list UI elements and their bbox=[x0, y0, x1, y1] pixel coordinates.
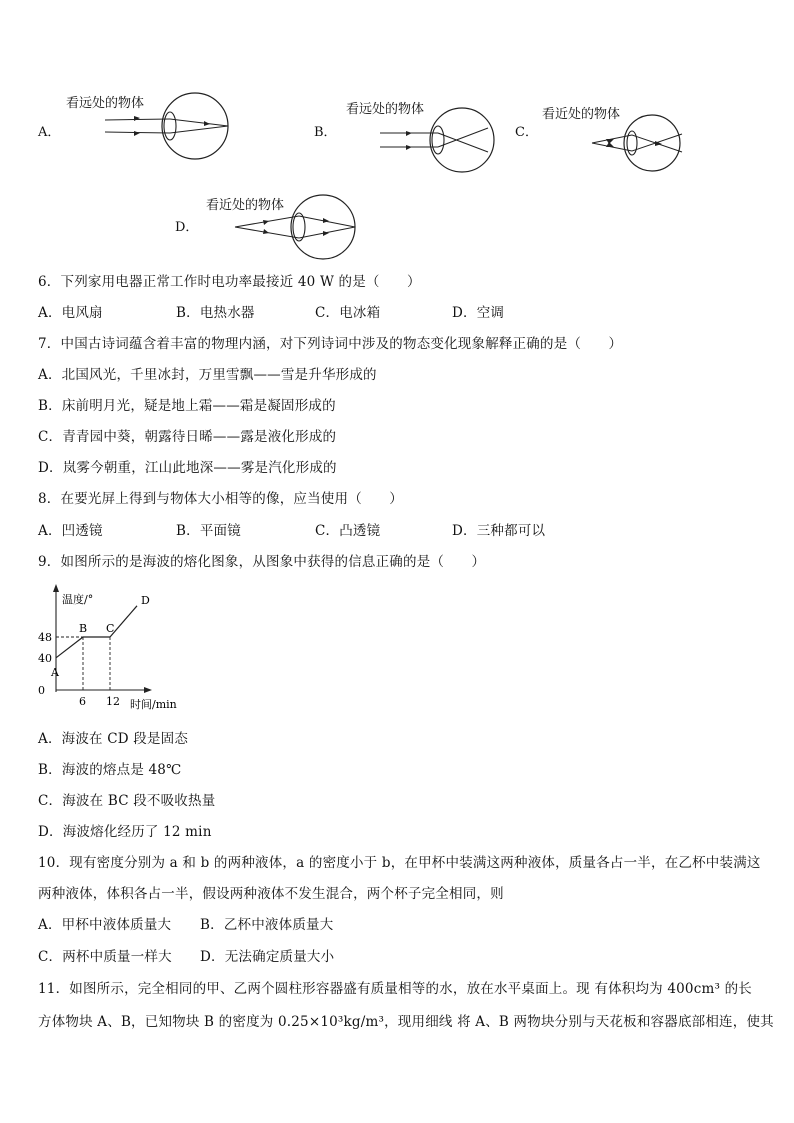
q8-option-b: B．平面镜 bbox=[176, 523, 241, 539]
q9-stem: 9．如图所示的是海波的熔化图象，从图象中获得的信息正确的是（ ） bbox=[38, 554, 486, 570]
q6-option-c: C．电冰箱 bbox=[315, 305, 381, 321]
q9-option-d: D．海波熔化经历了 12 min bbox=[38, 824, 212, 840]
q11-line-2: 方体物块 A、B，已知物块 B 的密度为 0.25×10³kg/m³，现用细线 将 A、B 两物块分别与天花板和容器底部相连，使其 bbox=[38, 1014, 774, 1030]
y-axis-label: 温度/° bbox=[62, 593, 94, 606]
x-tick-12: 12 bbox=[106, 695, 120, 708]
point-label-a: A bbox=[51, 665, 59, 679]
option-c-label: C． bbox=[515, 125, 538, 140]
q7-option-d: D．岚雾今朝重，江山此地深——雾是汽化形成的 bbox=[38, 460, 337, 476]
q8-stem: 8．在要光屏上得到与物体大小相等的像，应当使用（ ） bbox=[38, 491, 403, 507]
x-axis-arrow bbox=[144, 687, 152, 693]
q6-option-b: B．电热水器 bbox=[176, 305, 255, 321]
y-tick-0: 0 bbox=[38, 684, 45, 697]
q11-line-1: 11．如图所示，完全相同的甲、乙两个圆柱形容器盛有质量相等的水，放在水平桌面上。现 有体积均为 400cm³ 的长 bbox=[38, 981, 752, 997]
option-a-label: A． bbox=[38, 125, 61, 140]
option-b-label: B． bbox=[314, 125, 337, 140]
option-b-caption: 看远处的物体 bbox=[346, 102, 425, 117]
q10-option-c: C．两杯中质量一样大 bbox=[38, 949, 172, 965]
q10-line-1: 10．现有密度分别为 a 和 b 的两种液体，a 的密度小于 b，在甲杯中装满这两种液体，质量各占一半，在乙杯中装满这 bbox=[38, 855, 761, 871]
y-tick-48: 48 bbox=[38, 631, 52, 644]
option-a-caption: 看远处的物体 bbox=[66, 96, 145, 111]
y-axis-arrow bbox=[53, 584, 59, 592]
q7-option-b: B．床前明月光，疑是地上霜——霜是凝固形成的 bbox=[38, 398, 336, 414]
q10-option-d: D．无法确定质量大小 bbox=[200, 949, 335, 965]
y-tick-40: 40 bbox=[38, 651, 52, 665]
curve-segment-ab bbox=[56, 637, 83, 658]
x-axis-label: 时间/min bbox=[130, 698, 177, 711]
option-d-caption: 看近处的物体 bbox=[206, 198, 285, 213]
q7-option-a: A．北国风光，千里冰封，万里雪飘——雪是升华形成的 bbox=[38, 367, 377, 383]
point-label-d: D bbox=[141, 593, 150, 607]
option-d-label: D． bbox=[175, 220, 199, 235]
q8-option-c: C．凸透镜 bbox=[315, 523, 381, 539]
option-c-caption: 看近处的物体 bbox=[542, 107, 621, 122]
q8-option-d: D．三种都可以 bbox=[452, 523, 546, 539]
q9-option-a: A．海波在 CD 段是固态 bbox=[38, 731, 189, 747]
q10-option-a: A．甲杯中液体质量大 bbox=[38, 917, 172, 933]
eye-diagram-b bbox=[378, 106, 498, 174]
q9-option-b: B．海波的熔点是 48℃ bbox=[38, 762, 182, 778]
q7-option-c: C．青青园中葵，朝露待日晞——露是液化形成的 bbox=[38, 429, 337, 445]
q10-option-b: B．乙杯中液体质量大 bbox=[200, 917, 334, 933]
eye-diagram-a bbox=[100, 92, 240, 162]
q6-stem: 6．下列家用电器正常工作时电功率最接近 40 W 的是（ ） bbox=[38, 274, 421, 290]
point-label-c: C bbox=[106, 622, 115, 635]
q7-stem: 7．中国古诗词蕴含着丰富的物理内涵，对下列诗词中涉及的物态变化现象解释正确的是（ ） bbox=[38, 336, 623, 352]
q10-line-2: 两种液体，体积各占一半，假设两种液体不发生混合，两个杯子完全相同，则 bbox=[38, 886, 504, 902]
x-tick-6: 6 bbox=[79, 695, 86, 708]
q6-option-d: D．空调 bbox=[452, 305, 505, 321]
melting-curve-chart bbox=[30, 580, 210, 715]
point-label-b: B bbox=[79, 622, 88, 635]
eye-diagram-d bbox=[233, 193, 358, 261]
q9-option-c: C．海波在 BC 段不吸收热量 bbox=[38, 793, 216, 809]
q6-option-a: A．电风扇 bbox=[38, 305, 103, 321]
eye-diagram-c bbox=[590, 112, 690, 172]
q8-option-a: A．凹透镜 bbox=[38, 523, 103, 539]
